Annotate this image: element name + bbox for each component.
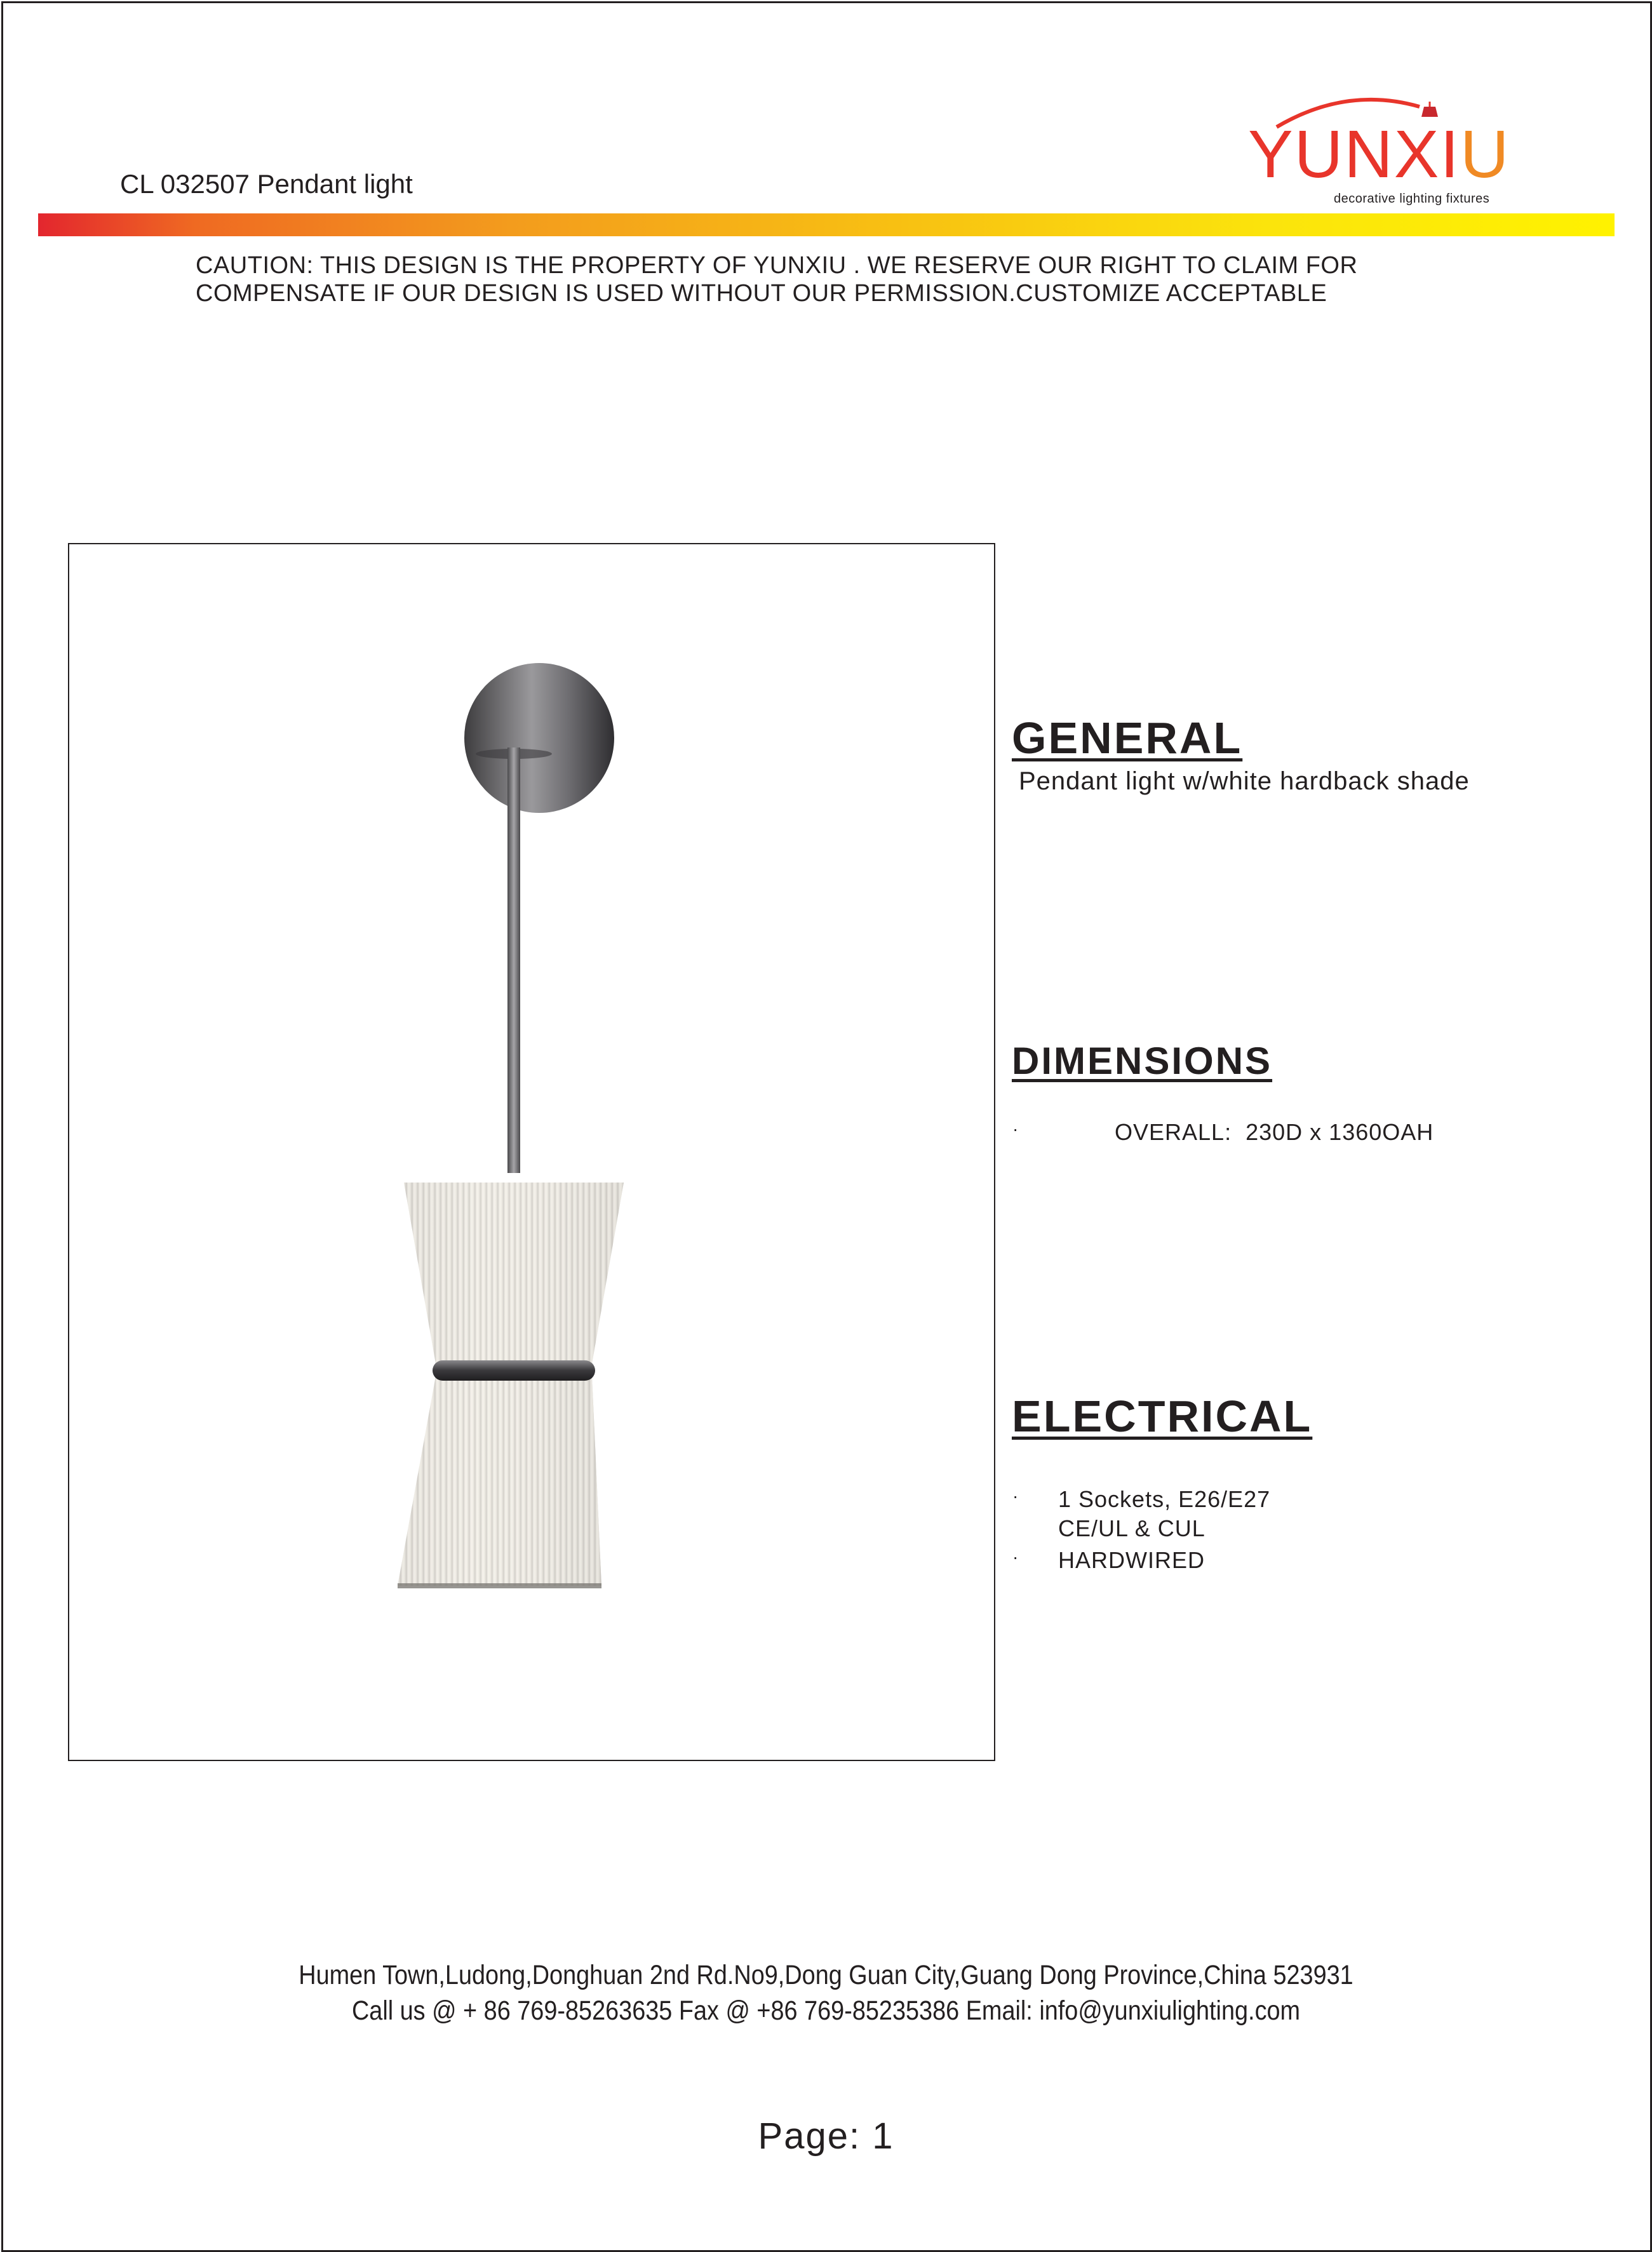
ring-mark xyxy=(433,1360,595,1381)
logo-tagline: decorative lighting fixtures xyxy=(1334,192,1490,206)
dimensions-overall-label: OVERALL: xyxy=(1115,1119,1232,1145)
pendant-light-illustration xyxy=(69,544,994,1760)
caution-line-1: CAUTION: THIS DESIGN IS THE PROPERTY OF YUNXIU . WE RESERVE OUR RIGHT TO CLAIM FOR xyxy=(196,252,1358,279)
electrical-bullet-2: · xyxy=(1012,1547,1019,1567)
electrical-item-certification: CE/UL & CUL xyxy=(1058,1515,1205,1541)
company-logo xyxy=(1239,89,1512,216)
page-number: Page: 1 xyxy=(758,2115,894,2157)
electrical-bullet-1: · xyxy=(1012,1486,1019,1506)
dimensions-overall-value: 230D x 1360OAH xyxy=(1246,1119,1434,1145)
product-title: CL 032507 Pendant light xyxy=(120,169,413,199)
dimensions-bullet: · xyxy=(1012,1119,1019,1139)
electrical-item-hardwired: HARDWIRED xyxy=(1058,1547,1205,1573)
header-gradient-bar xyxy=(38,213,1615,236)
electrical-item-sockets: 1 Sockets, E26/E27 xyxy=(1058,1486,1271,1512)
dimensions-overall xyxy=(1115,1119,1434,1146)
canopy-mark xyxy=(464,663,614,813)
lamp-icon xyxy=(1421,107,1438,117)
logo-wordmark-part1: YUNX xyxy=(1248,117,1440,192)
electrical-heading: ELECTRICAL xyxy=(1012,1391,1313,1441)
logo-wordmark xyxy=(1248,117,1510,192)
caution-notice xyxy=(196,251,1357,307)
footer-address: Humen Town,Ludong,Donghuan 2nd Rd.No9,Dong Guan City,Guang Dong Province,China 523931 xyxy=(299,1960,1353,1990)
product-photo-frame xyxy=(68,543,995,1761)
caution-line-2: COMPENSATE IF OUR DESIGN IS USED WITHOUT OUR PERMISSION.CUSTOMIZE ACCEPTABLE xyxy=(196,280,1327,307)
rod-mark xyxy=(507,747,520,1173)
general-description: Pendant light w/white hardback shade xyxy=(1019,767,1470,795)
dimensions-heading: DIMENSIONS xyxy=(1012,1040,1273,1082)
logo-wordmark-part2: I xyxy=(1440,117,1460,192)
general-heading: GENERAL xyxy=(1012,713,1243,763)
footer-contact: Call us @ + 86 769-85263635 Fax @ +86 769-85235386 Email: info@yunxiulighting.com xyxy=(351,1995,1301,2026)
logo-wordmark-part3: U xyxy=(1460,117,1510,192)
